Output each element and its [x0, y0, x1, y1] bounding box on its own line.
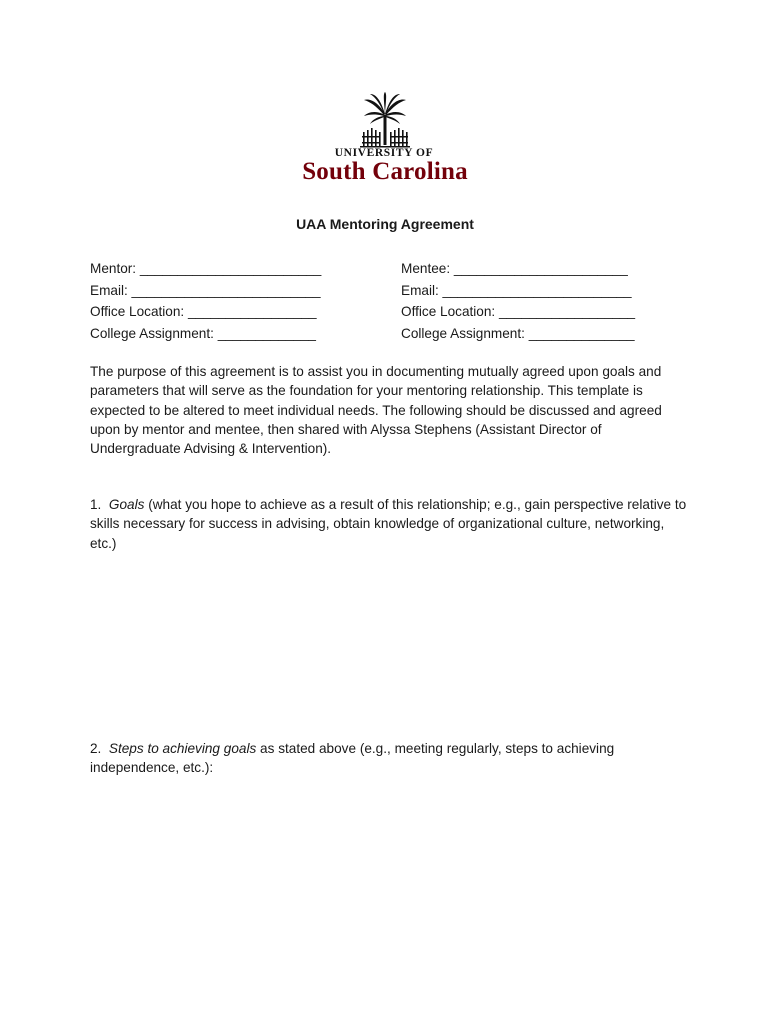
section-term: Goals — [108, 497, 145, 512]
palmetto-tree-icon — [358, 92, 412, 148]
document-title: UAA Mentoring Agreement — [296, 216, 474, 232]
section-text: (what you hope to achieve as a result of this relationship; e.g., gain perspective relative to skills necessary for success in advising, obtain knowledge of organizational culture, networking, etc.) — [90, 497, 687, 551]
intro-paragraph — [90, 362, 690, 458]
mentee-office-field: Office Location: __________________ — [401, 304, 636, 319]
section-term: Steps to achieving goals — [108, 741, 257, 756]
mentor-fields — [90, 258, 321, 344]
mentee-fields — [401, 258, 635, 344]
logo-south-carolina: South Carolina — [302, 158, 468, 185]
mentee-name-field: Mentee: _______________________ — [401, 261, 628, 276]
intro-text: The purpose of this agreement is to assist you in documenting mutually agreed upon goals and parameters that will serve as the foundation for your mentoring relationship. This template is expected to be altered to meet individual needs. The following should be discussed and agreed upon by mentor and mentee, then shared with Alyssa Stephens (Assistant Director of Undergraduate Advising & Intervention). — [90, 364, 662, 457]
mentor-email-field: Email: _________________________ — [90, 282, 321, 298]
mentee-email-field: Email: _________________________ — [401, 282, 632, 298]
mentor-office-field: Office Location: _________________ — [90, 304, 317, 319]
section-number: 1. — [90, 497, 102, 512]
section-goals — [90, 495, 690, 553]
section-steps — [90, 739, 690, 778]
university-logo — [290, 92, 480, 192]
section-text: as stated above (e.g., meeting regularly, steps to achieving independence, etc.): — [90, 741, 615, 776]
mentee-college-field: College Assignment: ______________ — [401, 325, 635, 341]
logo-university-of: UNIVERSITY OF — [334, 147, 434, 159]
mentor-name-field: Mentor: ________________________ — [90, 261, 322, 276]
mentor-college-field: College Assignment: _____________ — [90, 325, 316, 341]
section-number: 2. — [90, 741, 102, 756]
